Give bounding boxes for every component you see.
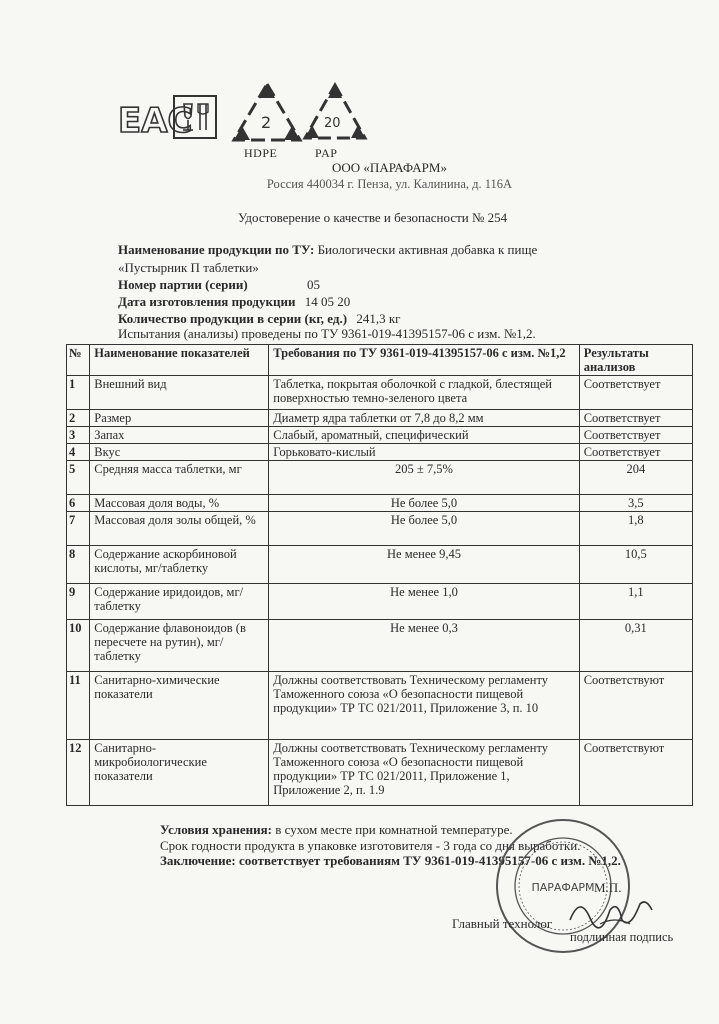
row-requirement: Должны соответствовать Техническому регламенту Таможенного союза «О безопасности пищевой продукции» ТР ТС 021/2011, Приложение 1, Приложение 2, п. 1.9 [269, 740, 579, 806]
row-requirement: Должны соответствовать Техническому регламенту Таможенного союза «О безопасности пищевой продукции» ТР ТС 021/2011, Приложение 3, п. 10 [269, 672, 579, 740]
storage-line [160, 822, 513, 838]
row-result: Соответствует [579, 444, 692, 461]
quantity-label: Количество продукции в серии (кг, ед.) [118, 311, 348, 326]
row-result: Соответствуют [579, 672, 692, 740]
row-result: 204 [579, 461, 692, 495]
row-requirement: Не более 5,0 [269, 495, 579, 512]
row-requirement: 205 ± 7,5% [269, 461, 579, 495]
table-row [67, 512, 693, 546]
product-value: Биологически активная добавка к пище [317, 242, 538, 257]
row-indicator: Запах [90, 427, 269, 444]
row-num: 6 [67, 495, 90, 512]
food-contact-icon [172, 94, 218, 140]
svg-text:ПАРАФАРМ: ПАРАФАРМ [531, 881, 595, 894]
row-indicator: Размер [90, 410, 269, 427]
row-result: Соответствует [579, 410, 692, 427]
table-header-row [67, 345, 693, 376]
row-num: 10 [67, 620, 90, 672]
quantity-value: 241,3 кг [356, 311, 401, 326]
date-label: Дата изготовления продукции [118, 294, 296, 309]
storage-label: Условия хранения: [160, 822, 273, 837]
product-line [118, 242, 537, 258]
row-requirement: Слабый, ароматный, специфический [269, 427, 579, 444]
row-result: Соответствует [579, 376, 692, 410]
batch-value: 05 [306, 277, 320, 292]
header-num: № [67, 345, 90, 376]
row-requirement: Диаметр ядра таблетки от 7,8 до 8,2 мм [269, 410, 579, 427]
svg-text:20: 20 [324, 116, 341, 131]
product-label: Наименование продукции по ТУ: [118, 242, 315, 257]
svg-text:2: 2 [261, 113, 272, 132]
quantity-line [118, 311, 400, 327]
eac-logo [118, 96, 193, 141]
row-result: 0,31 [579, 620, 692, 672]
row-requirement: Таблетка, покрытая оболочкой с гладкой, блестящей поверхностью темно-зеленого цвета [269, 376, 579, 410]
row-num: 9 [67, 584, 90, 620]
row-requirement: Не менее 9,45 [269, 546, 579, 584]
hdpe-label: HDPE [244, 146, 278, 160]
conclusion-label: Заключение: [160, 853, 236, 868]
signature-note: подлинная подпись [570, 930, 674, 944]
row-indicator: Санитарно-микробиологические показатели [90, 740, 269, 806]
table-row [67, 740, 693, 806]
recycle-icon-pap [300, 80, 370, 146]
table-row [67, 461, 693, 495]
row-result: 10,5 [579, 546, 692, 584]
tests-line: Испытания (анализы) проведены по ТУ 9361-019-41395157-06 с изм. №1,2. [118, 326, 536, 341]
recycle-icon-hdpe [228, 78, 306, 148]
conclusion-value: соответствует требованиям ТУ 9361-019-41395157-06 с изм. №1,2. [239, 853, 621, 868]
row-indicator: Массовая доля золы общей, % [90, 512, 269, 546]
row-num: 11 [67, 672, 90, 740]
storage-value: в сухом месте при комнатной температуре. [275, 822, 513, 837]
chief-technologist: Главный технолог [452, 916, 553, 931]
row-indicator: Массовая доля воды, % [90, 495, 269, 512]
certificate-title: Удостоверение о качестве и безопасности № 254 [238, 210, 508, 225]
row-requirement: Не более 5,0 [269, 512, 579, 546]
row-result: Соответствуют [579, 740, 692, 806]
table-row [67, 584, 693, 620]
row-indicator: Содержание флавоноидов (в пересчете на рутин), мг/таблетку [90, 620, 269, 672]
product-value-2: «Пустырник П таблетки» [118, 260, 259, 275]
row-indicator: Средняя масса таблетки, мг [90, 461, 269, 495]
row-num: 7 [67, 512, 90, 546]
date-line [118, 294, 350, 310]
row-num: 2 [67, 410, 90, 427]
table-row [67, 495, 693, 512]
pap-label: PAP [315, 146, 338, 160]
row-result: Соответствует [579, 427, 692, 444]
header-results: Результаты анализов [579, 345, 692, 376]
shelf-life: Срок годности продукта в упаковке изготовителя - 3 года со дня выработки. [160, 838, 581, 853]
table-row [67, 410, 693, 427]
row-num: 4 [67, 444, 90, 461]
table-row [67, 376, 693, 410]
row-num: 12 [67, 740, 90, 806]
row-num: 5 [67, 461, 90, 495]
header-indicator: Наименование показателей [90, 345, 269, 376]
row-num: 3 [67, 427, 90, 444]
row-result: 1,1 [579, 584, 692, 620]
table-row [67, 427, 693, 444]
row-result: 3,5 [579, 495, 692, 512]
batch-line [118, 277, 320, 293]
table-row [67, 672, 693, 740]
specification-table [66, 344, 693, 806]
stamp-mp: М.П. [594, 880, 622, 895]
company-name: ООО «ПАРАФАРМ» [332, 160, 447, 175]
row-requirement: Не менее 0,3 [269, 620, 579, 672]
table-row [67, 546, 693, 584]
row-indicator: Содержание аскорбиновой кислоты, мг/таблетку [90, 546, 269, 584]
row-indicator: Вкус [90, 444, 269, 461]
date-value: 14 05 20 [304, 294, 351, 309]
row-num: 1 [67, 376, 90, 410]
row-num: 8 [67, 546, 90, 584]
batch-label: Номер партии (серии) [118, 277, 248, 292]
row-requirement: Горьковато-кислый [269, 444, 579, 461]
row-indicator: Внешний вид [90, 376, 269, 410]
row-result: 1,8 [579, 512, 692, 546]
row-requirement: Не менее 1,0 [269, 584, 579, 620]
row-indicator: Санитарно-химические показатели [90, 672, 269, 740]
table-row [67, 620, 693, 672]
svg-text:EAC: EAC [118, 101, 193, 141]
row-indicator: Содержание иридоидов, мг/таблетку [90, 584, 269, 620]
header-requirements: Требования по ТУ 9361-019-41395157-06 с изм. №1,2 [269, 345, 579, 376]
table-row [67, 444, 693, 461]
company-address: Россия 440034 г. Пенза, ул. Калинина, д. 116А [266, 177, 513, 191]
